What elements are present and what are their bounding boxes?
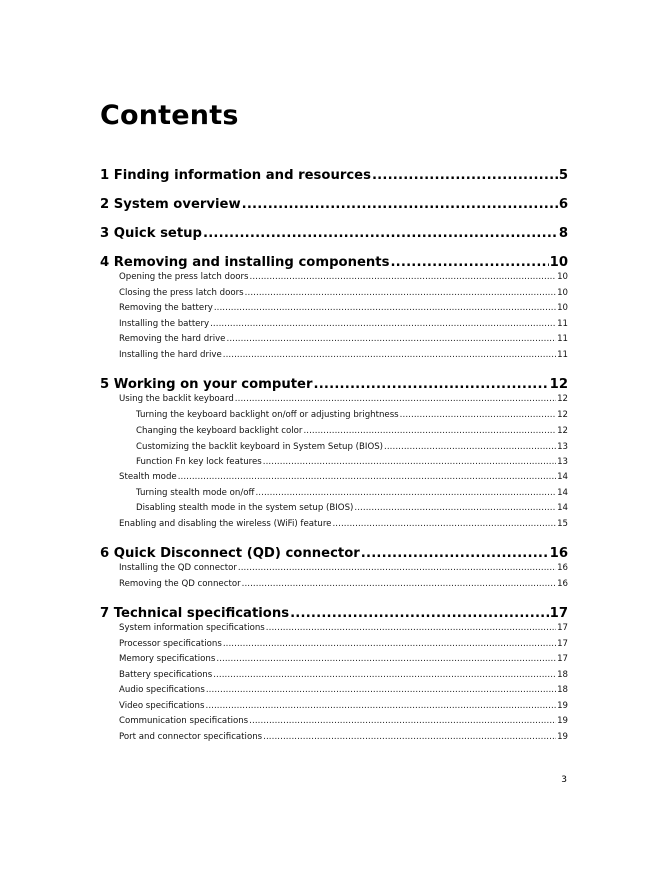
- toc-subsection-entry[interactable]: [136, 442, 568, 452]
- toc-leader-dots: [238, 563, 556, 573]
- toc-entry-title: 3 Quick setup: [100, 226, 202, 241]
- toc-entry-page: 12: [557, 410, 568, 420]
- page-title: Contents: [100, 100, 239, 131]
- toc-leader-dots: [263, 732, 556, 742]
- toc-leader-dots: [205, 701, 556, 711]
- toc-section-entry[interactable]: [119, 472, 568, 482]
- toc-leader-dots: [303, 426, 556, 436]
- toc-entry-title: Changing the keyboard backlight color: [136, 426, 303, 436]
- toc-section-entry[interactable]: [119, 701, 568, 711]
- toc-entry-page: 5: [558, 168, 568, 183]
- toc-entry-page: 16: [557, 579, 568, 589]
- toc-entry-title: 7 Technical specifications: [100, 606, 290, 621]
- toc-entry-page: 13: [557, 442, 568, 452]
- toc-leader-dots: [249, 716, 556, 726]
- toc-entry-title: Audio specifications: [119, 685, 205, 695]
- toc-entry-page: 12: [557, 394, 568, 404]
- toc-leader-dots: [332, 519, 556, 529]
- toc-entry-page: 6: [558, 197, 568, 212]
- toc-entry-page: 17: [557, 639, 568, 649]
- toc-entry-title: Installing the QD connector: [119, 563, 237, 573]
- toc-entry-page: 10: [549, 255, 568, 270]
- toc-section-entry[interactable]: [119, 716, 568, 726]
- toc-section-entry[interactable]: [119, 563, 568, 573]
- toc-chapter-entry[interactable]: [100, 606, 568, 621]
- toc-entry-page: 14: [557, 503, 568, 513]
- toc-entry-title: Processor specifications: [119, 639, 222, 649]
- toc-section-entry[interactable]: [119, 519, 568, 529]
- toc-leader-dots: [372, 168, 558, 183]
- toc-entry-title: Using the backlit keyboard: [119, 394, 234, 404]
- toc-section-entry[interactable]: [119, 394, 568, 404]
- toc-section-entry[interactable]: [119, 288, 568, 298]
- toc-entry-title: Closing the press latch doors: [119, 288, 244, 298]
- toc-section-entry[interactable]: [119, 272, 568, 282]
- toc-entry-page: 13: [557, 457, 568, 467]
- toc-entry-title: Port and connector specifications: [119, 732, 263, 742]
- toc-section-entry[interactable]: [119, 639, 568, 649]
- toc-entry-title: Communication specifications: [119, 716, 249, 726]
- toc-entry-title: Function Fn key lock features: [136, 457, 262, 467]
- toc-leader-dots: [206, 685, 556, 695]
- toc-leader-dots: [213, 670, 556, 680]
- toc-leader-dots: [384, 442, 556, 452]
- toc-entry-title: Installing the battery: [119, 319, 210, 329]
- toc-leader-dots: [400, 410, 556, 420]
- toc-entry-title: 2 System overview: [100, 197, 241, 212]
- toc-entry-page: 8: [558, 226, 568, 241]
- toc-entry-title: System information specifications: [119, 623, 265, 633]
- toc-entry-title: Stealth mode: [119, 472, 177, 482]
- toc-entry-title: Installing the hard drive: [119, 350, 222, 360]
- toc-entry-page: 18: [557, 670, 568, 680]
- toc-chapter-entry[interactable]: [100, 226, 568, 241]
- toc-entry-title: 1 Finding information and resources: [100, 168, 371, 183]
- toc-leader-dots: [390, 255, 548, 270]
- toc-entry-title: Enabling and disabling the wireless (WiFi) feature: [119, 519, 332, 529]
- toc-entry-page: 11: [557, 334, 568, 344]
- toc-leader-dots: [263, 457, 556, 467]
- toc-leader-dots: [361, 546, 549, 561]
- toc-entry-page: 11: [557, 319, 568, 329]
- toc-section-entry[interactable]: [119, 334, 568, 344]
- toc-leader-dots: [235, 394, 556, 404]
- toc-entry-title: Removing the QD connector: [119, 579, 241, 589]
- toc-leader-dots: [245, 288, 556, 298]
- toc-entry-page: 18: [557, 685, 568, 695]
- toc-leader-dots: [242, 579, 556, 589]
- toc-entry-title: 6 Quick Disconnect (QD) connector: [100, 546, 360, 561]
- toc-entry-title: Battery specifications: [119, 670, 213, 680]
- toc-entry-title: 4 Removing and installing components: [100, 255, 390, 270]
- toc-entry-page: 19: [557, 716, 568, 726]
- toc-entry-title: Opening the press latch doors: [119, 272, 249, 282]
- toc-entry-title: Turning stealth mode on/off: [136, 488, 255, 498]
- toc-section-entry[interactable]: [119, 303, 568, 313]
- toc-leader-dots: [210, 319, 556, 329]
- toc-leader-dots: [314, 377, 549, 392]
- toc-leader-dots: [226, 334, 556, 344]
- toc-entry-title: Removing the hard drive: [119, 334, 226, 344]
- toc-chapter-entry[interactable]: [100, 546, 568, 561]
- toc-entry-page: 10: [557, 272, 568, 282]
- toc-entry-title: Memory specifications: [119, 654, 216, 664]
- toc-entry-page: 19: [557, 732, 568, 742]
- toc-section-entry[interactable]: [119, 670, 568, 680]
- toc-entry-page: 16: [557, 563, 568, 573]
- toc-entry-page: 14: [557, 488, 568, 498]
- toc-entry-page: 17: [549, 606, 568, 621]
- toc-leader-dots: [266, 623, 556, 633]
- toc-entry-title: Customizing the backlit keyboard in System Setup (BIOS): [136, 442, 384, 452]
- toc-entry-page: 17: [557, 654, 568, 664]
- toc-entry-page: 16: [549, 546, 568, 561]
- toc-entry-page: 12: [557, 426, 568, 436]
- toc-leader-dots: [250, 272, 557, 282]
- toc-subsection-entry[interactable]: [136, 410, 568, 420]
- toc-entry-page: 11: [557, 350, 568, 360]
- toc-entry-page: 17: [557, 623, 568, 633]
- toc-leader-dots: [178, 472, 556, 482]
- toc-leader-dots: [223, 639, 556, 649]
- toc-section-entry[interactable]: [119, 685, 568, 695]
- toc-entry-title: Disabling stealth mode in the system setup (BIOS): [136, 503, 354, 513]
- toc-leader-dots: [242, 197, 558, 212]
- toc-entry-title: 5 Working on your computer: [100, 377, 313, 392]
- toc-chapter-entry[interactable]: [100, 377, 568, 392]
- toc-leader-dots: [223, 350, 556, 360]
- toc-chapter-entry[interactable]: [100, 197, 568, 212]
- toc-section-entry[interactable]: [119, 732, 568, 742]
- toc-subsection-entry[interactable]: [136, 457, 568, 467]
- toc-section-entry[interactable]: [119, 350, 568, 360]
- toc-subsection-entry[interactable]: [136, 426, 568, 436]
- toc-entry-page: 15: [557, 519, 568, 529]
- toc-subsection-entry[interactable]: [136, 503, 568, 513]
- toc-leader-dots: [354, 503, 556, 513]
- toc-section-entry[interactable]: [119, 579, 568, 589]
- toc-entry-page: 14: [557, 472, 568, 482]
- toc-chapter-entry[interactable]: [100, 255, 568, 270]
- toc-subsection-entry[interactable]: [136, 488, 568, 498]
- page-number: 3: [561, 775, 567, 785]
- toc-section-entry[interactable]: [119, 654, 568, 664]
- toc-entry-title: Removing the battery: [119, 303, 213, 313]
- toc-entry-page: 19: [557, 701, 568, 711]
- toc-chapter-entry[interactable]: [100, 168, 568, 183]
- toc-section-entry[interactable]: [119, 623, 568, 633]
- toc-leader-dots: [290, 606, 549, 621]
- toc-section-entry[interactable]: [119, 319, 568, 329]
- toc-leader-dots: [214, 303, 556, 313]
- toc-entry-page: 12: [549, 377, 568, 392]
- toc-leader-dots: [203, 226, 558, 241]
- toc-leader-dots: [216, 654, 556, 664]
- toc-leader-dots: [255, 488, 556, 498]
- toc-entry-page: 10: [557, 288, 568, 298]
- toc-entry-page: 10: [557, 303, 568, 313]
- toc-entry-title: Turning the keyboard backlight on/off or adjusting brightness: [136, 410, 399, 420]
- toc-entry-title: Video specifications: [119, 701, 205, 711]
